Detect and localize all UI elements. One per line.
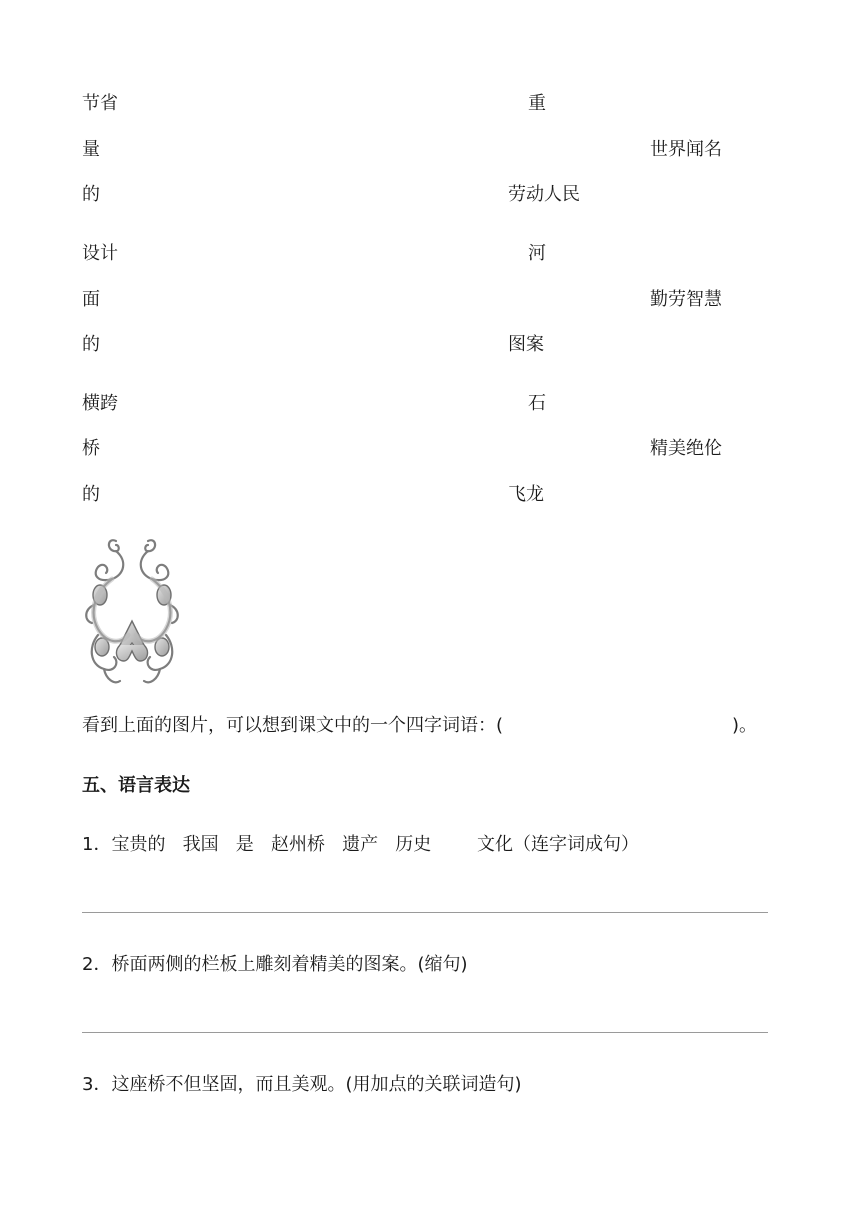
match-middle-2b: 图案 bbox=[508, 334, 544, 355]
match-middle-2a: 河 bbox=[528, 243, 546, 264]
match-left-2c: 的 bbox=[82, 334, 100, 355]
match-right-2: 勤劳智慧 bbox=[650, 289, 722, 310]
match-right-3: 精美绝伦 bbox=[650, 438, 722, 459]
match-left-1b: 量 bbox=[82, 139, 100, 160]
match-left-1c: 的 bbox=[82, 184, 100, 205]
match-left-2a: 设计 bbox=[82, 243, 118, 264]
question-3: 3．这座桥不但坚固，而且美观。(用加点的关联词造句) bbox=[82, 1074, 522, 1095]
picture-question-text: 看到上面的图片，可以想到课文中的一个四字词语：( bbox=[82, 715, 504, 736]
match-left-3a: 横跨 bbox=[82, 393, 118, 414]
match-left-1a: 节省 bbox=[82, 93, 118, 114]
match-middle-1a: 重 bbox=[528, 93, 546, 114]
match-left-3b: 桥 bbox=[82, 438, 100, 459]
picture-answer-blank[interactable] bbox=[552, 714, 730, 738]
answer-line-2[interactable] bbox=[82, 1032, 768, 1033]
match-left-3c: 的 bbox=[82, 484, 100, 505]
question-2: 2．桥面两侧的栏板上雕刻着精美的图案。(缩句) bbox=[82, 954, 468, 975]
match-right-1: 世界闻名 bbox=[650, 139, 722, 160]
section-five-title: 五、语言表达 bbox=[82, 775, 190, 796]
answer-line-1[interactable] bbox=[82, 912, 768, 913]
picture-question-close: )。 bbox=[732, 715, 758, 736]
match-left-2b: 面 bbox=[82, 289, 100, 310]
question-1: 1．宝贵的 我国 是 赵州桥 遗产 历史 文化（连字词成句） bbox=[82, 834, 640, 855]
dragon-ornament-image bbox=[80, 535, 184, 687]
match-middle-3b: 飞龙 bbox=[508, 484, 544, 505]
match-middle-3a: 石 bbox=[528, 393, 546, 414]
match-middle-1b: 劳动人民 bbox=[508, 184, 580, 205]
